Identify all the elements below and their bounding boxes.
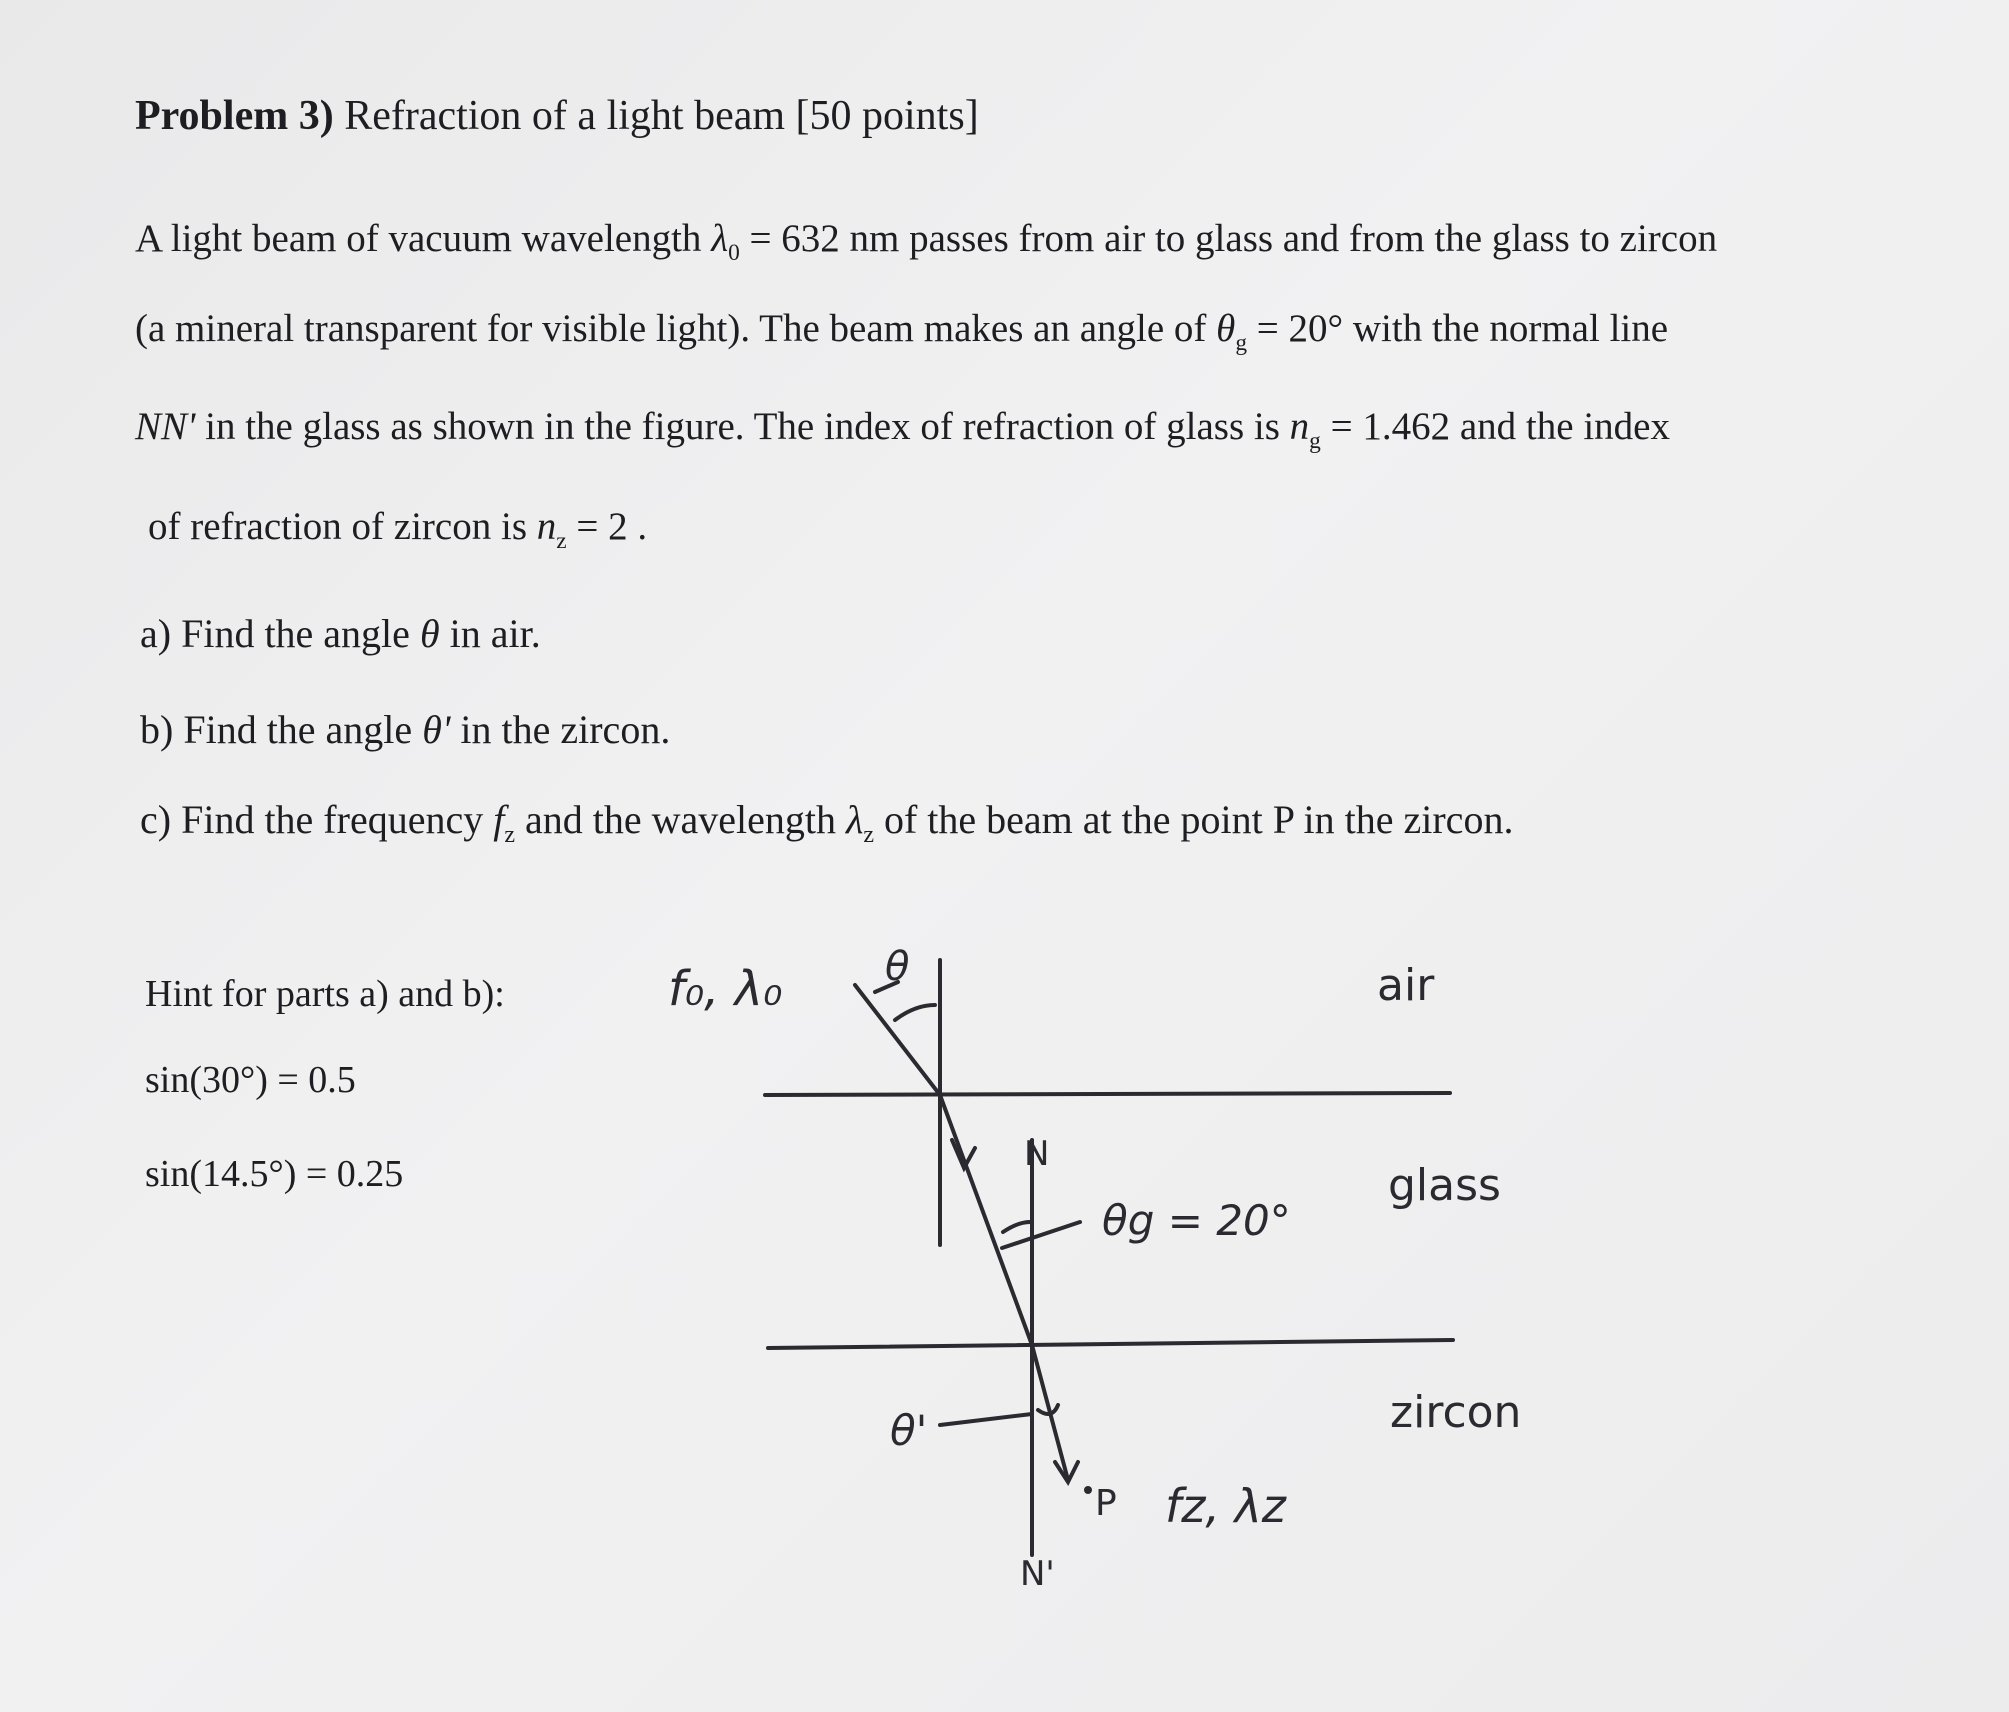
question-label: a) [140, 611, 172, 656]
hint-line-2: sin(14.5°) = 0.25 [145, 1153, 404, 1195]
intro-text: A light beam of vacuum wavelength [135, 217, 702, 260]
n-symbol: n [536, 505, 557, 548]
theta-prime-leader [940, 1414, 1032, 1425]
intro-text: = 20° with the normal line [1256, 307, 1669, 350]
question-text: and the wavelength [525, 797, 836, 842]
theta-label: θ [885, 944, 910, 990]
intro-text: in the glass as shown in the figure. The index of refraction of glass is [205, 405, 1280, 448]
n-subscript: z [556, 527, 567, 554]
theta-g-label: θg = 20° [1102, 1196, 1291, 1245]
hint-heading: Hint for parts a) and b): [145, 973, 505, 1015]
n-symbol: n [1289, 405, 1310, 448]
problem-heading: Refraction of a light beam [50 points] [344, 93, 979, 139]
question-text: in the zircon. [460, 707, 671, 752]
theta-prime-label: θ' [890, 1406, 928, 1455]
glass-ray [940, 1095, 1032, 1345]
theta-subscript: g [1235, 329, 1248, 356]
f-subscript: z [504, 822, 515, 848]
normal-n-label: N [1024, 1134, 1050, 1174]
normal-line-label: NN' [135, 405, 196, 448]
point-p-label: P [1095, 1483, 1117, 1524]
question-text: Find the angle [183, 707, 413, 752]
intro-text: = 2 . [576, 505, 648, 548]
incident-freq-label: f₀, λ₀ [668, 961, 783, 1017]
theta-arc [895, 1005, 935, 1020]
hint-line-1: sin(30°) = 0.5 [145, 1059, 356, 1101]
normal-n-prime-label: N' [1020, 1554, 1055, 1594]
glass-label: glass [1388, 1160, 1501, 1211]
lambda-subscript: z [863, 822, 874, 848]
lambda-symbol: λ [711, 217, 729, 260]
lambda-subscript: 0 [728, 239, 740, 266]
glass-zircon-interface [768, 1340, 1453, 1348]
theta-symbol: θ [419, 611, 440, 656]
intro-text: = 1.462 and the index [1330, 405, 1670, 448]
incident-ray [855, 985, 940, 1095]
zircon-freq-label: fz, λz [1165, 1479, 1286, 1533]
problem-number: Problem 3) [135, 93, 334, 139]
intro-text: of refraction of zircon is [148, 505, 527, 548]
lambda-symbol: λ [846, 797, 864, 842]
question-text: Find the frequency [181, 797, 484, 842]
zircon-label: zircon [1390, 1387, 1522, 1438]
intro-text: (a mineral transparent for visible light). The beam makes an angle of [135, 307, 1207, 350]
theta-g-arc [1003, 1222, 1030, 1232]
n-subscript: g [1309, 427, 1321, 454]
theta-prime-symbol: θ' [422, 707, 451, 752]
question-text: of the beam at the point P in the zircon. [883, 797, 1514, 842]
question-label: b) [140, 707, 174, 752]
air-label: air [1377, 960, 1435, 1011]
f-symbol: f [493, 797, 505, 842]
question-label: c) [140, 797, 172, 842]
air-glass-interface [765, 1093, 1450, 1095]
intro-text: = 632 nm passes from air to glass and from the glass to zircon [749, 217, 1718, 260]
point-p-marker [1084, 1486, 1092, 1494]
theta-symbol: θ [1216, 307, 1236, 350]
question-text: in air. [449, 611, 541, 656]
question-text: Find the angle [181, 611, 410, 656]
